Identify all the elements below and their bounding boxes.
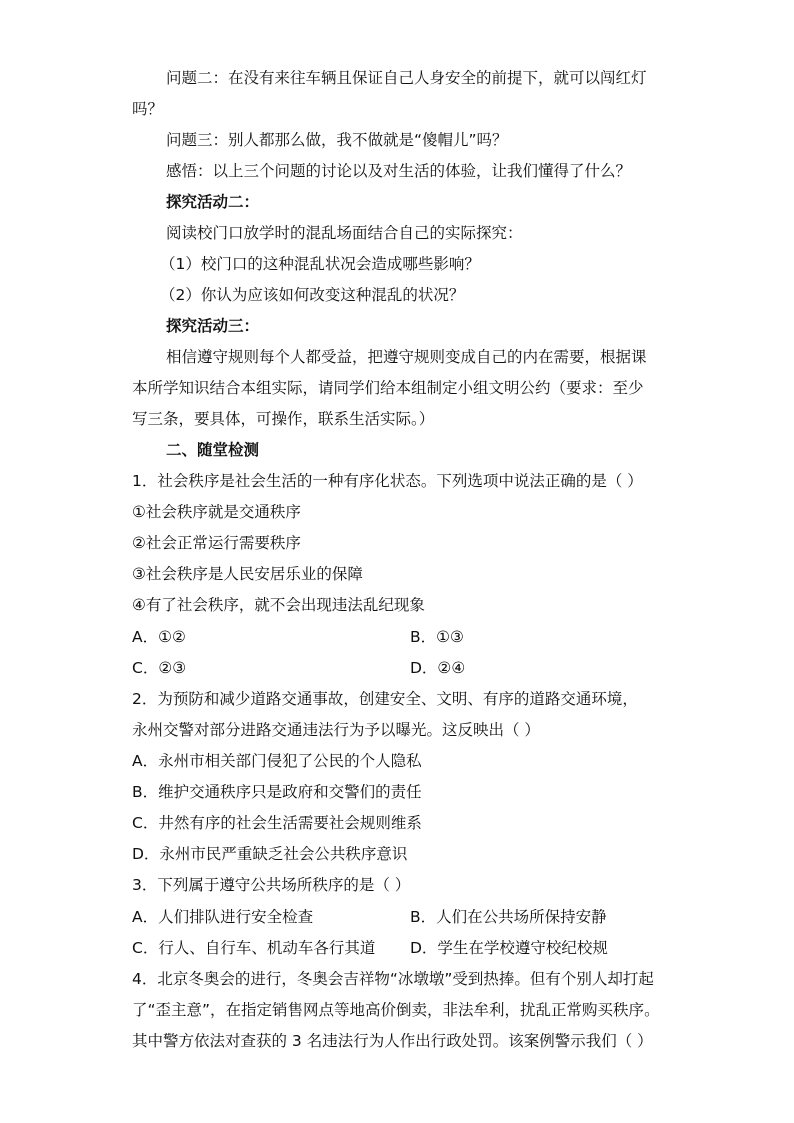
question-1-stem: 1．社会秩序是社会生活的一种有序化状态。下列选项中说法正确的是（ ） xyxy=(132,472,643,490)
activity-two-text: 阅读校门口放学时的混乱场面结合自己的实际探究： xyxy=(166,224,523,242)
question-3-option-c: C．行人、自行车、机动车各行其道 xyxy=(132,939,376,957)
question-1-statement-4: ④有了社会秩序，就不会出现违法乱纪现象 xyxy=(132,596,425,614)
question-2-stem-line2: 永州交警对部分进路交通违法行为予以曝光。这反映出（ ） xyxy=(132,721,540,739)
question-1-option-a: A．①② xyxy=(132,628,186,646)
question-1-option-d: D．②④ xyxy=(410,659,466,677)
activity-two-heading: 探究活动二： xyxy=(166,193,260,211)
activity-three-line1: 相信遵守规则每个人都受益，把遵守规则变成自己的内在需要，根据课 xyxy=(166,348,647,366)
question-3-stem: 3．下列属于遵守公共场所秩序的是（ ） xyxy=(132,876,411,894)
insight-line: 感悟：以上三个问题的讨论以及对生活的体验，让我们懂得了什么？ xyxy=(166,162,632,180)
activity-three-heading: 探究活动三： xyxy=(166,317,260,335)
question-4-stem-line2: 了“歪主意”，在指定销售网点等地高价倒卖，非法牟利，扰乱正常购买秩序。 xyxy=(132,1001,660,1019)
question-2-option-d: D．永州市民严重缺乏社会公共秩序意识 xyxy=(132,845,408,863)
question-1-statement-2: ②社会正常运行需要秩序 xyxy=(132,534,301,552)
question-1-statement-3: ③社会秩序是人民安居乐业的保障 xyxy=(132,565,363,583)
question-2-option-a: A．永州市相关部门侵犯了公民的个人隐私 xyxy=(132,752,422,770)
question-2-stem-line1: 2．为预防和减少道路交通事故，创建安全、文明、有序的道路交通环境， xyxy=(132,690,638,708)
question-4-stem-line1: 4．北京冬奥会的进行，冬奥会吉祥物“冰墩墩”受到热捧。但有个别人却打起 xyxy=(132,970,654,988)
question-4-stem-line3: 其中警方依法对查获的 3 名违法行为人作出行政处罚。该案例警示我们（ ） xyxy=(132,1032,653,1050)
question-two-line2: 吗？ xyxy=(132,100,164,118)
activity-three-line3: 写三条，要具体，可操作，联系生活实际。） xyxy=(132,410,435,428)
question-1-option-b: B．①③ xyxy=(410,628,464,646)
question-3-option-d: D．学生在学校遵守校纪校规 xyxy=(410,939,608,957)
question-three: 问题三：别人都那么做，我不做就是“傻帽儿”吗？ xyxy=(166,131,508,149)
question-2-option-c: C．井然有序的社会生活需要社会规则维系 xyxy=(132,814,422,832)
question-3-option-b: B．人们在公共场所保持安静 xyxy=(410,908,607,926)
question-two-line1: 问题二：在没有来往车辆且保证自己人身安全的前提下，就可以闯红灯 xyxy=(166,69,647,87)
question-1-statement-1: ①社会秩序就是交通秩序 xyxy=(132,503,301,521)
section-two-heading: 二、随堂检测 xyxy=(166,441,260,459)
question-1-option-c: C．②③ xyxy=(132,659,187,677)
question-3-option-a: A．人们排队进行安全检查 xyxy=(132,908,314,926)
activity-three-line2: 本所学知识结合本组实际，请同学们给本组制定小组文明公约（要求：至少 xyxy=(132,379,644,397)
activity-two-item-1: （1）校门口的这种混乱状况会造成哪些影响？ xyxy=(160,255,480,273)
question-2-option-b: B．维护交通秩序只是政府和交警们的责任 xyxy=(132,783,422,801)
activity-two-item-2: （2）你认为应该如何改变这种混乱的状况？ xyxy=(160,286,465,304)
